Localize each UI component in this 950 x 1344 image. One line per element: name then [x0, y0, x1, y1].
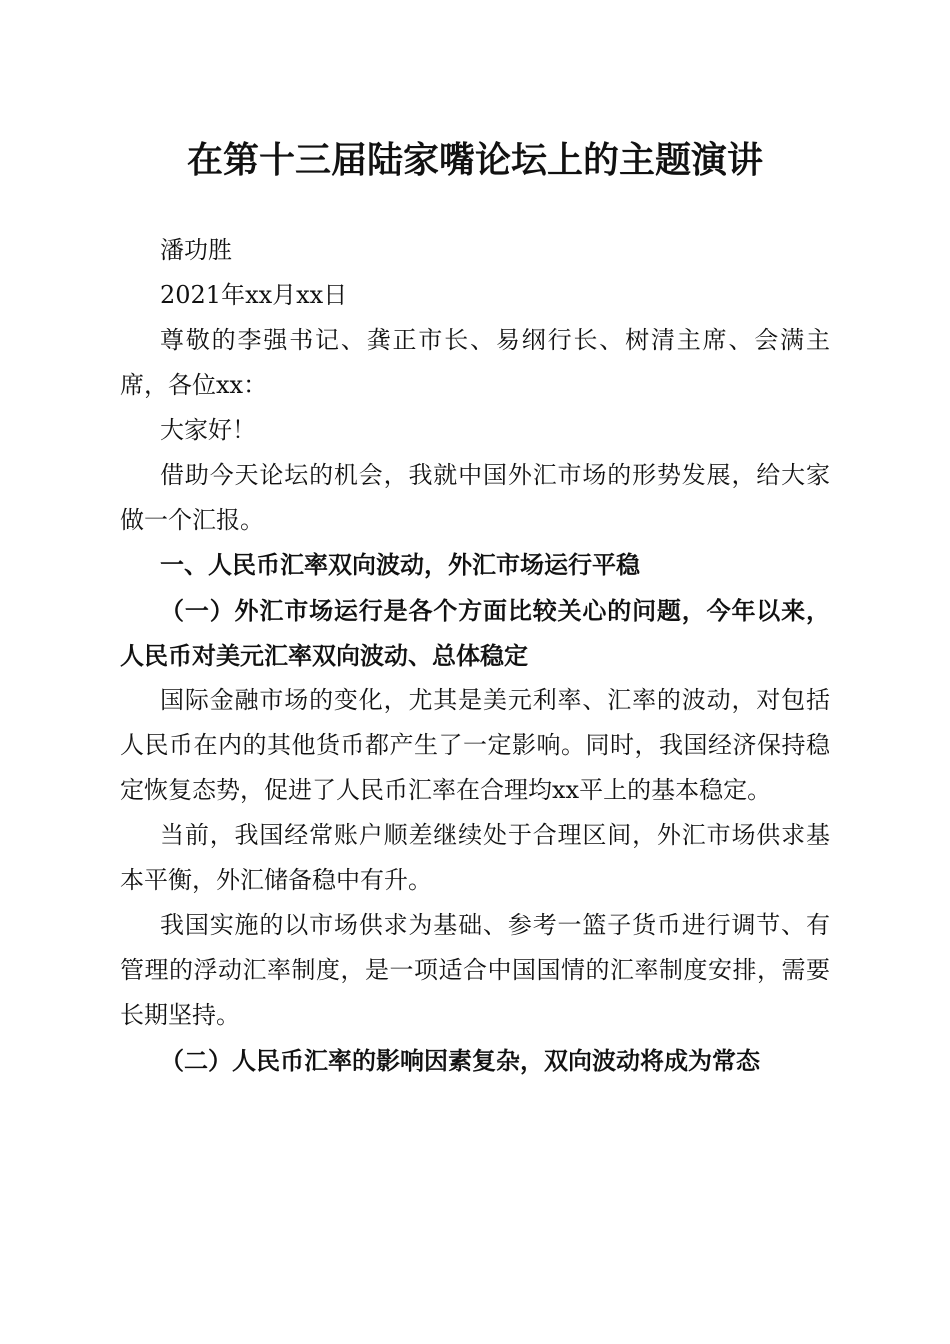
- section-heading-1: 一、人民币汇率双向波动，外汇市场运行平稳: [160, 551, 640, 579]
- subsection-heading-2: （二）人民币汇率的影响因素复杂，双向波动将成为常态: [160, 1046, 760, 1075]
- date-line: 2021年xx月xx日: [160, 281, 348, 309]
- salutation-paragraph: 尊敬的李强书记、龚正市长、易纲行长、树清主席、会满主席，各位xx：: [120, 326, 830, 399]
- subsection-heading-1: （一）外汇市场运行是各个方面比较关心的问题，今年以来，人民币对美元汇率双向波动、总体稳定: [120, 596, 830, 670]
- body-paragraph: 当前，我国经常账户顺差继续处于合理区间，外汇市场供求基本平衡，外汇储备稳中有升。: [120, 821, 830, 894]
- intro-paragraph: 借助今天论坛的机会，我就中国外汇市场的形势发展，给大家做一个汇报。: [120, 461, 830, 534]
- greeting-paragraph: 大家好！: [160, 416, 256, 444]
- author-line: 潘功胜: [160, 236, 232, 264]
- document-title: 在第十三届陆家嘴论坛上的主题演讲: [186, 140, 763, 181]
- document-body: [120, 228, 830, 1083]
- body-paragraph: 国际金融市场的变化，尤其是美元利率、汇率的波动，对包括人民币在内的其他货币都产生了一定影响。同时，我国经济保持稳定恢复态势，促进了人民币汇率在合理均xx平上的基本稳定。: [120, 686, 830, 804]
- body-paragraph: 我国实施的以市场供求为基础、参考一篮子货币进行调节、有管理的浮动汇率制度，是一项适合中国国情的汇率制度安排，需要长期坚持。: [120, 911, 830, 1029]
